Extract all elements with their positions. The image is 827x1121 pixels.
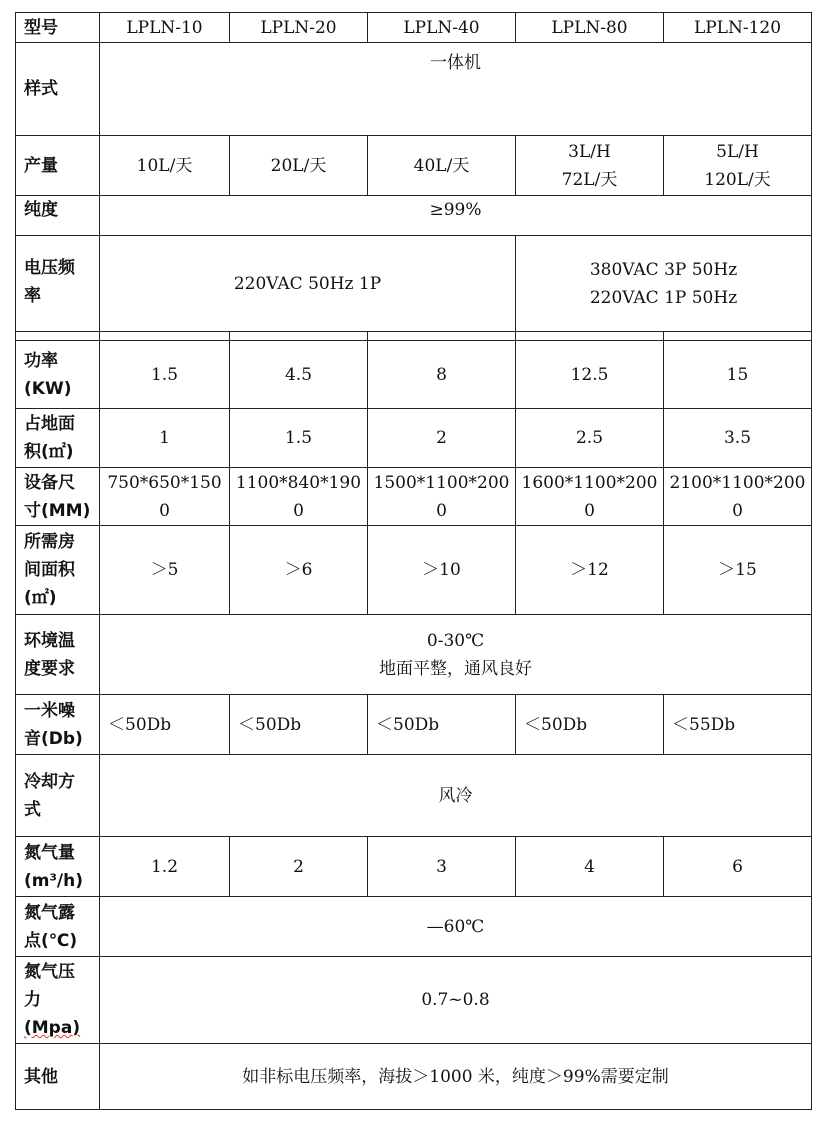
nitrogen-flow-cell: 3 xyxy=(368,837,516,897)
noise-cell: ＜50Db xyxy=(516,695,664,755)
row-label-dew-point: 氮气露 点(℃) xyxy=(16,897,100,957)
size-cell: 2100*1100*2000 xyxy=(664,468,812,526)
model-cell: LPLN-40 xyxy=(368,13,516,43)
row-label-other: 其他 xyxy=(16,1044,100,1110)
cooling-value: 风冷 xyxy=(100,755,812,837)
row-label-voltage: 电压频 率 xyxy=(16,236,100,332)
pressure-label-unit: (Mpa) xyxy=(24,1018,81,1038)
row-label-purity: 纯度 xyxy=(16,196,100,236)
table-row-purity xyxy=(16,196,812,236)
voltage-value-large-models: 380VAC 3P 50Hz 220VAC 1P 50Hz xyxy=(516,236,812,332)
pressure-label-main: 氮气压 力 xyxy=(24,962,75,1010)
noise-cell: ＜50Db xyxy=(100,695,230,755)
room-cell: ＞10 xyxy=(368,526,516,615)
power-cell: 12.5 xyxy=(516,341,664,409)
table-row-size xyxy=(16,468,812,526)
row-label-area: 占地面 积(㎡) xyxy=(16,409,100,468)
size-cell: 1500*1100*2000 xyxy=(368,468,516,526)
power-cell: 1.5 xyxy=(100,341,230,409)
row-label-room: 所需房 间面积 (㎡) xyxy=(16,526,100,615)
environment-value: 0-30℃ 地面平整，通风良好 xyxy=(100,615,812,695)
table-row-area xyxy=(16,409,812,468)
table-row-dew-point xyxy=(16,897,812,957)
row-label-output: 产量 xyxy=(16,136,100,196)
room-cell: ＞12 xyxy=(516,526,664,615)
table-row-nitrogen-flow xyxy=(16,837,812,897)
size-cell: 1100*840*1900 xyxy=(230,468,368,526)
model-cell: LPLN-20 xyxy=(230,13,368,43)
table-row-power xyxy=(16,341,812,409)
table-row-voltage xyxy=(16,236,812,332)
size-cell: 750*650*1500 xyxy=(100,468,230,526)
power-cell: 15 xyxy=(664,341,812,409)
room-cell: ＞6 xyxy=(230,526,368,615)
area-cell: 1.5 xyxy=(230,409,368,468)
spec-table xyxy=(15,12,812,1110)
table-row-style xyxy=(16,43,812,136)
nitrogen-flow-cell: 2 xyxy=(230,837,368,897)
noise-cell: ＜55Db xyxy=(664,695,812,755)
row-label-nitrogen-flow: 氮气量 (m³/h) xyxy=(16,837,100,897)
table-row-room xyxy=(16,526,812,615)
output-cell: 10L/天 xyxy=(100,136,230,196)
table-row-model xyxy=(16,13,812,43)
power-cell: 8 xyxy=(368,341,516,409)
output-cell: 40L/天 xyxy=(368,136,516,196)
dew-point-value: —60℃ xyxy=(100,897,812,957)
table-row-environment xyxy=(16,615,812,695)
nitrogen-flow-cell: 4 xyxy=(516,837,664,897)
style-value: 一体机 xyxy=(100,43,812,136)
table-row-other xyxy=(16,1044,812,1110)
purity-value: ≥99% xyxy=(100,196,812,236)
model-cell: LPLN-80 xyxy=(516,13,664,43)
table-row-cooling xyxy=(16,755,812,837)
voltage-value-small-models: 220VAC 50Hz 1P xyxy=(100,236,516,332)
size-cell: 1600*1100*2000 xyxy=(516,468,664,526)
area-cell: 1 xyxy=(100,409,230,468)
pressure-value: 0.7~0.8 xyxy=(100,957,812,1044)
row-label-style: 样式 xyxy=(16,43,100,136)
output-cell: 3L/H 72L/天 xyxy=(516,136,664,196)
row-label-model: 型号 xyxy=(16,13,100,43)
nitrogen-flow-cell: 1.2 xyxy=(100,837,230,897)
output-cell: 5L/H 120L/天 xyxy=(664,136,812,196)
area-cell: 2.5 xyxy=(516,409,664,468)
row-label-power: 功率 (KW) xyxy=(16,341,100,409)
room-cell: ＞15 xyxy=(664,526,812,615)
table-row-noise xyxy=(16,695,812,755)
row-label-cooling: 冷却方 式 xyxy=(16,755,100,837)
model-cell: LPLN-10 xyxy=(100,13,230,43)
nitrogen-flow-cell: 6 xyxy=(664,837,812,897)
noise-cell: ＜50Db xyxy=(230,695,368,755)
table-row-pressure xyxy=(16,957,812,1044)
row-label-pressure xyxy=(16,957,100,1044)
row-label-noise: 一米噪 音(Db) xyxy=(16,695,100,755)
table-row-spacer xyxy=(16,332,812,341)
power-cell: 4.5 xyxy=(230,341,368,409)
area-cell: 2 xyxy=(368,409,516,468)
row-label-environment: 环境温 度要求 xyxy=(16,615,100,695)
area-cell: 3.5 xyxy=(664,409,812,468)
model-cell: LPLN-120 xyxy=(664,13,812,43)
room-cell: ＞5 xyxy=(100,526,230,615)
other-value: 如非标电压频率，海拔＞1000 米，纯度＞99%需要定制 xyxy=(100,1044,812,1110)
table-row-output xyxy=(16,136,812,196)
row-label-size: 设备尺 寸(MM) xyxy=(16,468,100,526)
noise-cell: ＜50Db xyxy=(368,695,516,755)
output-cell: 20L/天 xyxy=(230,136,368,196)
